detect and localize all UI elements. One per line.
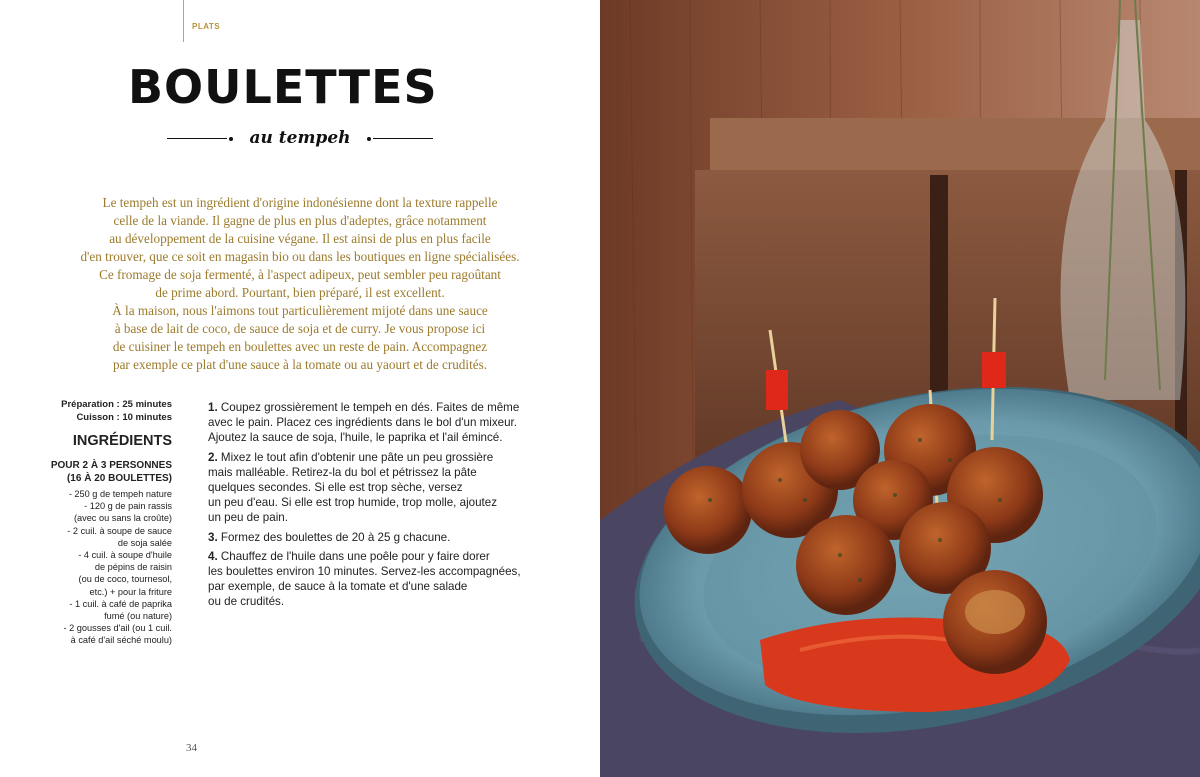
intro-line: de cuisiner le tempeh en boulettes avec un reste de pain. Accompagnez xyxy=(112,339,488,354)
preparation-time: Préparation : 25 minutes xyxy=(61,399,172,410)
subtitle-right-rule xyxy=(373,138,433,139)
intro-paragraph xyxy=(50,194,550,374)
meatball xyxy=(796,515,896,615)
ingredient-item xyxy=(30,549,172,598)
ingredient-line: - 2 cuil. à soupe de sauce xyxy=(67,525,172,536)
red-pick-flag xyxy=(982,352,1006,388)
step-line: les boulettes environ 10 minutes. Servez-les accompagnées, xyxy=(208,565,521,579)
step-line: ou de crudités. xyxy=(208,595,285,609)
intro-line: au développement de la cuisine végane. Il est ainsi de plus en plus facile xyxy=(109,231,491,246)
subtitle-right-dot xyxy=(367,137,371,141)
ingredient-item xyxy=(30,622,172,646)
steps-list xyxy=(208,400,548,614)
intro-line: À la maison, nous l'aimons tout particulièrement mijoté dans une sauce xyxy=(112,303,488,318)
red-pick-flag xyxy=(766,370,788,410)
step-2 xyxy=(208,450,548,526)
step-number: 1. xyxy=(208,401,218,414)
intro-line: à base de lait de coco, de sauce de soja et de curry. Je vous propose ici xyxy=(114,321,486,336)
recipe-title: BOULETTES xyxy=(128,60,438,114)
step-line: un peu d'eau. Si elle est trop humide, trop molle, ajoutez xyxy=(208,496,498,510)
ingredient-line: (avec ou sans la croûte) xyxy=(73,513,172,524)
ingredient-line: fumé (ou nature) xyxy=(104,611,172,622)
step-line: Ajoutez la sauce de soja, l'huile, le paprika et l'ail émincé. xyxy=(208,431,503,445)
step-line: Chauffez de l'huile dans une poêle pour y faire dorer xyxy=(220,549,490,563)
servings-line: POUR 2 À 3 PERSONNES xyxy=(50,460,172,471)
step-line: Mixez le tout afin d'obtenir une pâte un peu grossière xyxy=(220,450,494,464)
ingredient-line: (ou de coco, tournesol, xyxy=(78,574,172,585)
ingredient-line: etc.) + pour la friture xyxy=(89,586,172,597)
ingredient-item xyxy=(30,525,172,549)
meatballs-photo xyxy=(600,0,1200,777)
meatball xyxy=(664,466,752,554)
ingredient-item xyxy=(30,488,172,500)
ingredient-line: à café d'ail séché moulu) xyxy=(70,635,172,646)
page-number: 34 xyxy=(186,742,197,754)
ingredients-heading: INGRÉDIENTS xyxy=(72,433,172,449)
step-number: 4. xyxy=(208,549,218,563)
intro-line: d'en trouver, que ce soit en magasin bio ou dans les boutiques en ligne spécialisées. xyxy=(80,249,520,264)
step-line: Coupez grossièrement le tempeh en dés. Faites de même xyxy=(220,401,520,414)
ingredients-list xyxy=(30,488,172,647)
ingredient-line: - 4 cuil. à soupe d'huile xyxy=(78,550,172,561)
intro-line: Ce fromage de soja fermenté, à l'aspect adipeux, peut sembler peu ragoûtant xyxy=(99,267,501,282)
meatball-cut xyxy=(965,590,1025,634)
step-4 xyxy=(208,549,548,610)
cooking-time: Cuisson : 10 minutes xyxy=(76,412,172,423)
step-line: mais malléable. Retirez-la du bol et pétrissez la pâte xyxy=(208,465,477,479)
intro-line: Le tempeh est un ingrédient d'origine indonésienne dont la texture rappelle xyxy=(102,195,498,210)
intro-line: de prime abord. Pourtant, bien préparé, il est excellent. xyxy=(155,285,445,300)
step-line: quelques secondes. Si elle est trop sèche, versez xyxy=(208,481,463,495)
section-rule xyxy=(183,0,184,42)
step-line: Formez des boulettes de 20 à 25 g chacune. xyxy=(220,530,451,544)
ingredient-line: - 120 g de pain rassis xyxy=(84,501,172,512)
step-number: 2. xyxy=(208,450,218,464)
intro-line: celle de la viande. Il gagne de plus en plus d'adeptes, grâce notamment xyxy=(113,213,487,228)
step-line: un peu de pain. xyxy=(208,511,288,525)
recipe-subtitle-wrap xyxy=(0,128,600,148)
step-line: par exemple, de sauce à la tomate et d'une salade xyxy=(208,580,468,594)
step-3 xyxy=(208,530,548,545)
subtitle-left-rule xyxy=(167,138,227,139)
servings-line: (16 À 20 BOULETTES) xyxy=(66,472,172,484)
ingredient-line: de pépins de raisin xyxy=(94,562,172,573)
subtitle-left-dot xyxy=(229,137,233,141)
intro-line: par exemple ce plat d'une sauce à la tomate ou au yaourt et de crudités. xyxy=(112,357,488,372)
step-line: avec le pain. Placez ces ingrédients dans le bol d'un mixeur. xyxy=(208,416,517,430)
recipe-subtitle: au tempeh xyxy=(249,128,351,148)
step-1 xyxy=(208,400,548,446)
ingredient-line: - 2 gousses d'ail (ou 1 cuil. xyxy=(63,623,172,634)
section-tag: PLATS xyxy=(192,22,221,31)
ingredient-item xyxy=(30,500,172,524)
cooking-times xyxy=(40,398,172,424)
ingredient-line: - 250 g de tempeh nature xyxy=(68,489,172,499)
servings xyxy=(40,460,172,485)
step-number: 3. xyxy=(208,530,218,544)
ingredient-item xyxy=(30,598,172,622)
photo-illustration xyxy=(600,0,1200,777)
ingredient-line: de soja salée xyxy=(117,537,172,548)
ingredient-line: - 1 cuil. à café de paprika xyxy=(69,598,172,609)
